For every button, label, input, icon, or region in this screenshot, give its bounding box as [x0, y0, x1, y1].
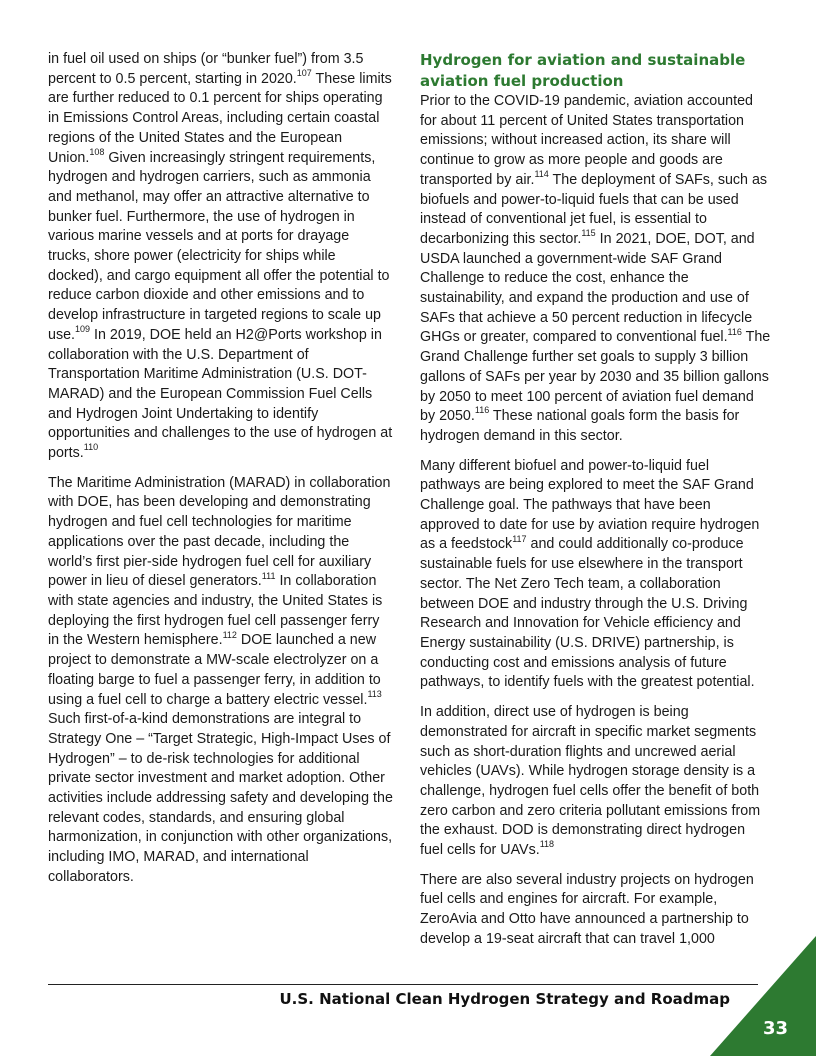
- footnote-ref[interactable]: 107: [296, 67, 312, 78]
- footnote-ref[interactable]: 117: [512, 533, 527, 544]
- footer-title: U.S. National Clean Hydrogen Strategy and Roadmap: [279, 990, 730, 1008]
- footnote-ref[interactable]: 114: [534, 169, 549, 180]
- footer-divider: [48, 984, 758, 985]
- footnote-ref[interactable]: 109: [75, 324, 91, 335]
- footnote-ref[interactable]: 116: [727, 326, 742, 337]
- body-paragraph: In addition, direct use of hydrogen is being demonstrated for aircraft in specific market segments such as short-duration flights and uncrewed aerial vehicles (UAVs). While hydrogen storage density is a challenge, hydrogen fuel cells offer the benefit of both zero carbon and zero criteria pollutant emissions from the exhaust. DOD is demonstrating direct hydrogen fuel cells for UAVs.$^{118}$: [420, 704, 761, 859]
- body-paragraph: Many different biofuel and power-to-liquid fuel pathways are being explored to meet the SAF Grand Challenge goal. The pathways that have been approved to date for use by aviation require hydrogen as a feedstock$^{117}$ and could additionally co-produce sustainable fuels for use elsewhere in the transport sector. The Net Zero Tech team, a collaboration between DOE and industry through the U.S. Driving Research and Innovation for Vehicle efficiency and Energy sustainability (U.S. DRIVE) partnership, is conducting cost and emissions analysis of future pathways, to identify fuels with the greatest potential.: [420, 457, 760, 691]
- body-paragraph: in fuel oil used on ships (or “bunker fuel”) from 3.5 percent to 0.5 percent, starting in 2020.$^{107}$ These limits are further reduced to 0.1 percent for ships operating in Emissions Control Areas, including certain coastal regions of the United States and the European Union.$^{108}$ Given increasingly stringent requirements, hydrogen and hydrogen carriers, such as ammonia and methanol, may offer an attractive alternative to bunker fuel. Furthermore, the use of hydrogen in various marine vessels and at ports for drayage trucks, shore power (electricity for ships while docked), and cargo equipment all offer the potential to reduce carbon dioxide and other emissions and to develop infrastructure in targeted regions to scale up use.$^{109}$ In 2019, DOE held an H2@Ports workshop in collaboration with the U.S. Department of Transportation Maritime Administration (U.S. DOT-MARAD) and the European Commission Fuel Cells and Hydrogen Joint Undertaking to identify opportunities and challenges to the use of hydrogen at ports.$^{110}$: [48, 51, 393, 462]
- body-paragraph: The Maritime Administration (MARAD) in collaboration with DOE, has been developing and demonstrating hydrogen and fuel cell technologies for maritime applications over the past decade, including the world’s first pier-side hydrogen fuel cell for auxiliary power in lieu of diesel generators.$^{111}$ In collaboration with state agencies and industry, the United States is deploying the first hydrogen fuel cell passenger ferry in the Western hemisphere.$^{112}$ DOE launched a new project to demonstrate a MW-scale electrolyzer on a floating barge to fuel a passenger ferry, in addition to using a fuel cell to charge a battery electric vessel.$^{113}$ Such first-of-a-kind demonstrations are integral to Strategy One – “Target Strategic, High-Impact Uses of Hydrogen” – to de-risk technologies for additional private sector investment and market adoption. Other activities include addressing safety and developing the relevant codes, standards, and ensuring global harmonization, in conjunction with other organizations, including IMO, MARAD, and international collaborators.: [48, 474, 393, 885]
- footnote-ref[interactable]: 108: [89, 146, 105, 157]
- page-number: 33: [762, 1018, 788, 1039]
- footnote-ref[interactable]: 112: [222, 629, 237, 640]
- footnote-ref[interactable]: 110: [83, 442, 99, 453]
- footnote-ref[interactable]: 111: [261, 570, 276, 581]
- left-column: [48, 50, 394, 898]
- body-paragraph: Prior to the COVID-19 pandemic, aviation accounted for about 11 percent of United States transportation emissions; without increased action, its share will continue to grow as more people and goods are transported by air.$^{114}$ The deployment of SAFs, such as biofuels and power-to-liquid fuels that can be used instead of conventional jet fuel, is essential to decarbonizing this sector.$^{115}$ In 2021, DOE, DOT, and USDA launched a government-wide SAF Grand Challenge to reduce the cost, enhance the sustainability, and expand the production and use of SAFs that achieve a 50 percent reduction in lifecycle GHGs or greater, compared to conventional fuel.$^{116}$ The Grand Challenge further set goals to supply 3 billion gallons of SAFs per year by 2030 and 35 billion gallons by 2050 to meet 100 percent of aviation fuel demand by 2050.$^{116}$ These national goals form the basis for hydrogen demand in this sector.: [420, 93, 771, 444]
- footnote-ref[interactable]: 113: [367, 688, 382, 699]
- right-column: [420, 50, 772, 960]
- footnote-ref[interactable]: 115: [581, 228, 596, 239]
- body-paragraph: There are also several industry projects on hydrogen fuel cells and engines for aircraft. For example, ZeroAvia and Otto have announced a partnership to develop a 19-seat aircraft that can travel 1,000: [420, 871, 754, 947]
- footnote-ref[interactable]: 116: [474, 405, 490, 416]
- footnote-ref[interactable]: 118: [539, 839, 555, 850]
- section-heading: Hydrogen for aviation and sustainable aviation fuel production: [420, 51, 746, 90]
